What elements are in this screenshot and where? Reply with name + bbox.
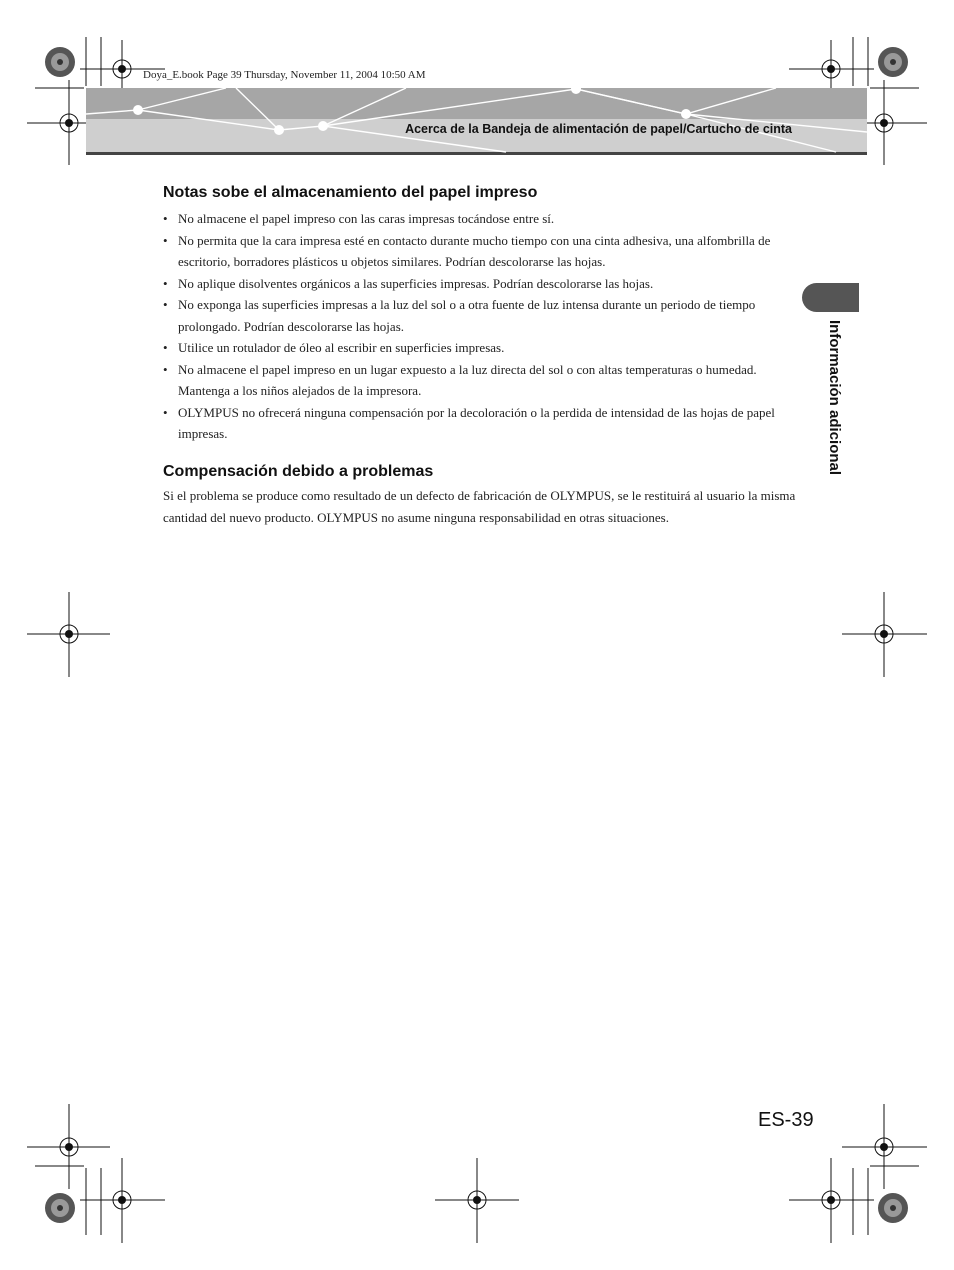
list-item: • OLYMPUS no ofrecerá ninguna compensación por la decoloración o la perdida de intensidad de las hojas de papel impresas. [163,402,798,445]
bullet-icon: • [163,361,168,377]
bullet-icon: • [163,404,168,420]
section-storage-notes [163,184,798,445]
compensation-paragraph: Si el problema se produce como resultado de un defecto de fabricación de OLYMPUS, se le restituirá al usuario la misma cantidad del nuevo producto. OLYMPUS no asume ninguna responsabilidad en otras situaciones. [163,488,796,525]
bullet-icon: • [163,297,168,312]
chapter-tab [802,283,859,312]
bullet-icon: • [163,275,168,291]
chapter-tab-label: Información adicional [826,320,843,476]
storage-notes-list [163,208,798,445]
list-item: • No almacene el papel impreso con las caras impresas tocándose entre sí. [163,208,798,230]
section-heading: Notas sobe el almacenamiento del papel impreso [163,184,538,201]
bullet-icon: • [163,211,168,226]
bullet-icon: • [163,232,168,248]
section-compensation [163,463,798,529]
print-metadata: Doya_E.book Page 39 Thursday, November 11, 2004 10:50 AM [143,69,426,81]
bullet-icon: • [163,340,168,355]
list-item: • No exponga las superficies impresas a la luz del sol o a otra fuente de luz intensa durante un periodo de tiempo prolongado. Podrían descolorarse las hojas. [163,294,798,337]
section-heading: Compensación debido a problemas [163,463,434,480]
list-item: • Utilice un rotulador de óleo al escribir en superficies impresas. [163,337,798,359]
list-item: • No almacene el papel impreso en un lugar expuesto a la luz directa del sol o con altas temperaturas o humedad. Mantenga a los niños alejados de la impresora. [163,359,798,402]
list-item: • No permita que la cara impresa esté en contacto durante mucho tiempo con una cinta adhesiva, una alfombrilla de escritorio, borradores plásticos u objetos similares. Podrían descolorarse las hojas. [163,230,798,273]
page-number: ES-39 [758,1109,814,1131]
header-title: Acerca de la Bandeja de alimentación de papel/Cartucho de cinta [405,122,792,136]
list-item: • No aplique disolventes orgánicos a las superficies impresas. Podrían descolorarse las hojas. [163,273,798,295]
